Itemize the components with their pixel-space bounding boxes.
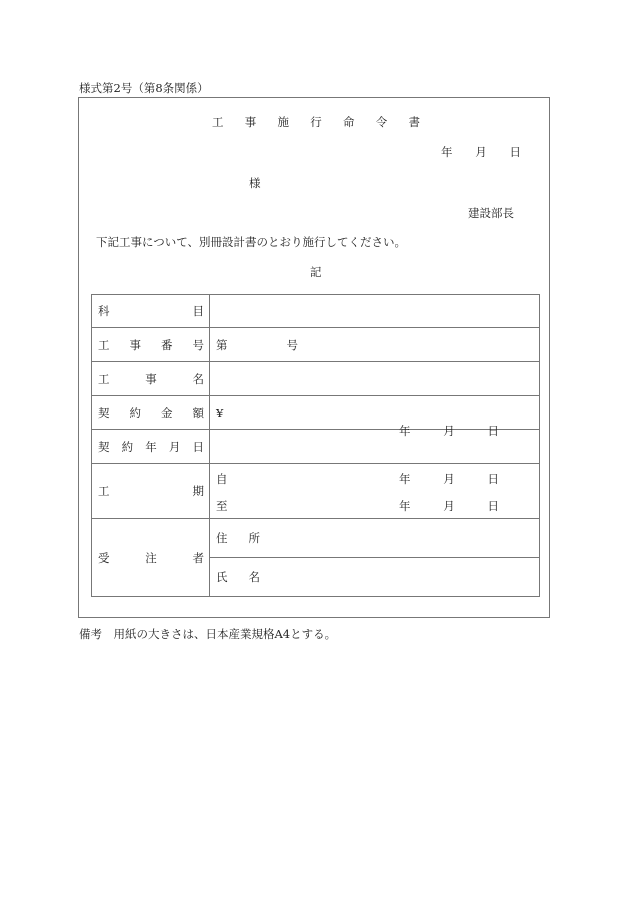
document-title	[212, 114, 420, 130]
issuer-title: 建設部長	[468, 206, 514, 220]
label-work-name: 工 事 名	[92, 362, 210, 396]
table-row-contractor-address	[92, 519, 540, 558]
field-contractor-name[interactable]: 氏 名	[210, 558, 540, 597]
title-char: 書	[408, 115, 420, 129]
issue-date	[441, 144, 521, 160]
addressee-suffix: 様	[249, 176, 261, 190]
table-row-subject	[92, 295, 540, 328]
label-contract-date: 契 約 年 月 日	[92, 430, 210, 464]
field-contract-amount[interactable]: ¥	[210, 396, 540, 430]
instruction-text: 下記工事について、別冊設計書のとおり施行してください。	[96, 235, 407, 249]
label-work-period: 工 期	[92, 464, 210, 519]
field-subject[interactable]	[210, 295, 540, 328]
title-char: 行	[310, 115, 322, 129]
title-char: 事	[244, 115, 257, 129]
title-char: 命	[343, 115, 355, 129]
title-char: 工	[212, 115, 224, 129]
day-label: 日	[509, 145, 521, 159]
table-row-work-period	[92, 464, 540, 519]
label-contractor: 受 注 者	[92, 519, 210, 597]
table-row-contract-date	[92, 430, 540, 464]
footnote: 備考 用紙の大きさは、日本産業規格A4とする。	[79, 627, 337, 641]
label-work-number: 工 事 番 号	[92, 328, 210, 362]
title-char: 令	[375, 115, 388, 129]
month-label: 月	[475, 145, 487, 159]
label-contract-amount: 契 約 金 額	[92, 396, 210, 430]
form-number-header: 様式第2号（第8条関係）	[79, 81, 209, 95]
table-row-work-name	[92, 362, 540, 396]
period-from-label: 自	[216, 472, 228, 486]
work-order-table	[91, 294, 540, 597]
ki-heading: 記	[310, 265, 322, 279]
field-contract-date[interactable]: 年 月 日	[210, 430, 540, 464]
period-to-label: 至	[216, 499, 228, 513]
label-subject: 科 目	[92, 295, 210, 328]
field-work-period[interactable]: 自 年 月 日 至 年 月 日	[210, 464, 540, 519]
title-char: 施	[277, 115, 289, 129]
field-work-name[interactable]	[210, 362, 540, 396]
field-work-number[interactable]: 第 号	[210, 328, 540, 362]
table-row-work-number	[92, 328, 540, 362]
year-label: 年	[441, 145, 453, 159]
field-contractor-address[interactable]: 住 所	[210, 519, 540, 558]
